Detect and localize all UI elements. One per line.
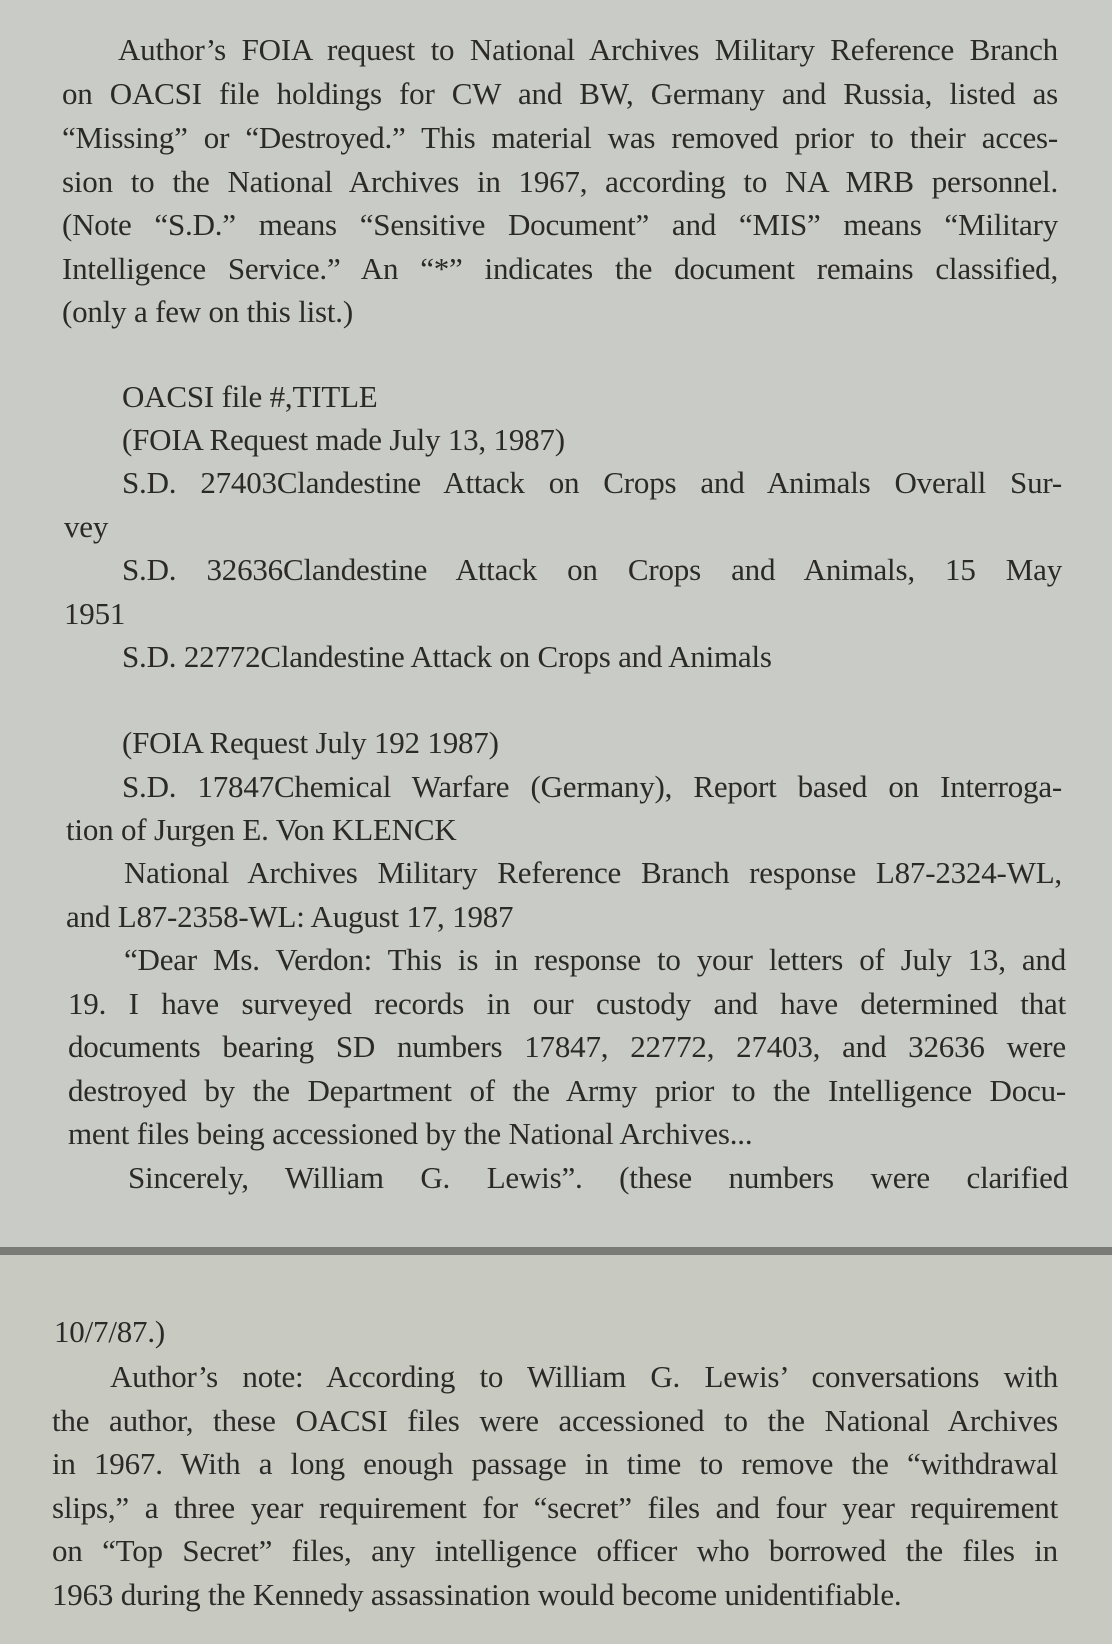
letter-line-2: 19. I have surveyed records in our custody and have determined that <box>68 986 1066 1021</box>
intro-line-1: Author’s FOIA request to National Archives Military Reference Branch <box>118 32 1058 67</box>
entry-sd-17847: S.D. 17847Chemical Warfare (Germany), Report based on Interroga- <box>122 769 1062 804</box>
entry-sd-32636: S.D. 32636Clandestine Attack on Crops and Animals, 15 May <box>122 552 1062 587</box>
second-request-date: (FOIA Request July 192 1987) <box>122 725 499 760</box>
entry-sd-17847-cont: tion of Jurgen E. Von KLENCK <box>66 812 457 847</box>
list-header-request-date: (FOIA Request made July 13, 1987) <box>122 422 565 457</box>
intro-line-3: “Missing” or “Destroyed.” This material was removed prior to their acces- <box>62 120 1058 155</box>
list-header-title: OACSI file #,TITLE <box>122 379 378 414</box>
note-line-4: slips,” a three year requirement for “secret” files and four year requirement <box>52 1490 1058 1525</box>
note-line-2: the author, these OACSI files were accessioned to the National Archives <box>52 1403 1058 1438</box>
letter-line-6: Sincerely, William G. Lewis”. (these numbers were clarified <box>128 1160 1068 1195</box>
letter-line-1: “Dear Ms. Verdon: This is in response to your letters of July 13, and <box>124 942 1066 977</box>
page-divider <box>0 1247 1112 1255</box>
note-line-6: 1963 during the Kennedy assassination would become unidentifiable. <box>52 1577 902 1612</box>
lower-scan-section <box>0 1255 1112 1644</box>
intro-line-4: sion to the National Archives in 1967, according to NA MRB personnel. <box>62 164 1058 199</box>
intro-line-6: Intelligence Service.” An “*” indicates the document remains classified, <box>62 251 1058 286</box>
intro-line-2: on OACSI file holdings for CW and BW, Germany and Russia, listed as <box>62 76 1058 111</box>
letter-line-4: destroyed by the Department of the Army prior to the Intelligence Docu- <box>68 1073 1066 1108</box>
letter-line-3: documents bearing SD numbers 17847, 22772, 27403, and 32636 were <box>68 1029 1066 1064</box>
note-line-1: Author’s note: According to William G. Lewis’ conversations with <box>110 1359 1058 1394</box>
continuation-line: 10/7/87.) <box>54 1314 165 1349</box>
response-line-2: and L87-2358-WL: August 17, 1987 <box>66 899 514 934</box>
intro-line-7: (only a few on this list.) <box>62 294 353 329</box>
entry-sd-27403: S.D. 27403Clandestine Attack on Crops and Animals Overall Sur- <box>122 465 1062 500</box>
letter-line-5: ment files being accessioned by the National Archives... <box>68 1116 753 1151</box>
response-line-1: National Archives Military Reference Branch response L87-2324-WL, <box>124 855 1062 890</box>
entry-sd-22772: S.D. 22772Clandestine Attack on Crops and Animals <box>122 639 772 674</box>
entry-sd-27403-cont: vey <box>64 509 109 544</box>
note-line-5: on “Top Secret” files, any intelligence officer who borrowed the files in <box>52 1533 1058 1568</box>
note-line-3: in 1967. With a long enough passage in time to remove the “withdrawal <box>52 1446 1058 1481</box>
intro-line-5: (Note “S.D.” means “Sensitive Document” and “MIS” means “Military <box>62 207 1058 242</box>
entry-sd-32636-cont: 1951 <box>64 596 126 631</box>
